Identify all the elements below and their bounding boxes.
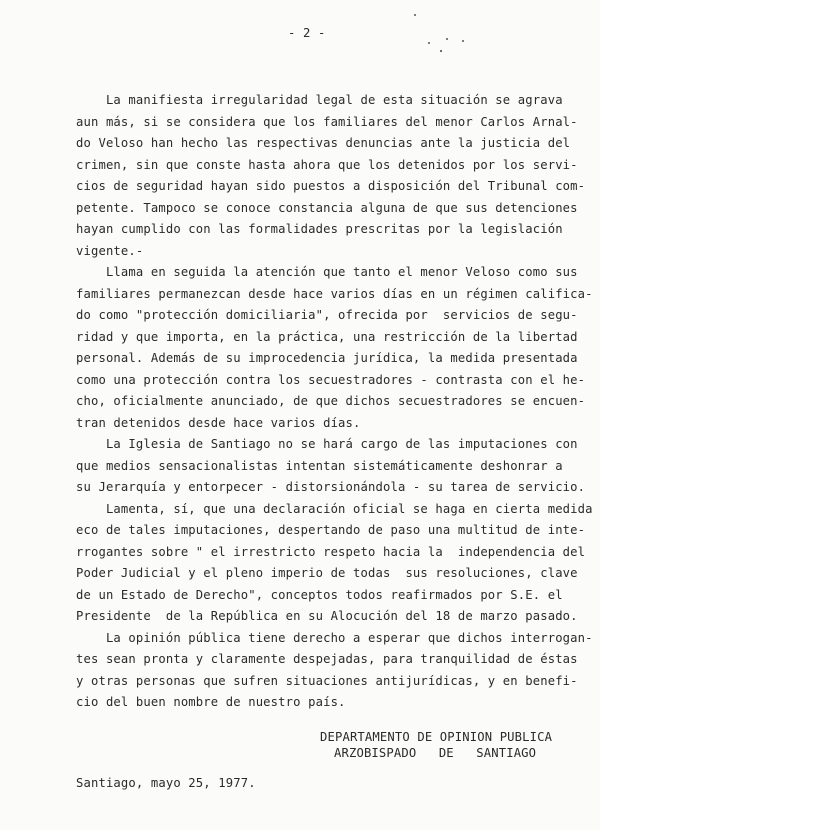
text-line: su Jerarquía y entorpecer - distorsionándola - su tarea de servicio. <box>76 480 586 494</box>
text-line: La Iglesia de Santiago no se hará cargo de las imputaciones con <box>76 437 578 451</box>
text-line: que medios sensacionalistas intentan sistemáticamente deshonrar a <box>76 458 563 473</box>
scan-speck <box>446 38 448 40</box>
text-line: personal. Además de su improcedencia jurídica, la medida presentada <box>76 351 578 365</box>
place-date: Santiago, mayo 25, 1977. <box>76 776 256 790</box>
text-line: y otras personas que sufren situaciones antijurídicas, y en benefi- <box>76 673 578 688</box>
text-line: aun más, si se considera que los familiares del menor Carlos Arnal- <box>76 114 578 129</box>
scan-speck <box>440 50 442 52</box>
text-line: eco de tales imputaciones, despertando de paso una multitud de inte- <box>76 523 586 537</box>
text-line: La opinión pública tiene derecho a esperar que dichos interrogan- <box>76 630 593 645</box>
text-line: tran detenidos desde hace varios días. <box>76 415 361 430</box>
text-line: como una protección contra los secuestradores - contrasta con el he- <box>76 372 586 387</box>
text-line: hayan cumplido con las formalidades prescritas por la legislación <box>76 222 563 236</box>
text-line: cios de seguridad hayan sido puestos a disposición del Tribunal com- <box>76 179 586 193</box>
text-line: cho, oficialmente anunciado, de que dichos secuestradores se encuen- <box>76 394 586 408</box>
text-line: Lamenta, sí, que una declaración oficial se haga en cierta medida <box>76 501 593 516</box>
text-line: tes sean pronta y claramente despejadas, para tranquilidad de éstas <box>76 652 578 666</box>
scan-speck <box>428 42 430 44</box>
text-line: ridad y que importa, en la práctica, una restricción de la libertad <box>76 329 578 344</box>
text-line: Poder Judicial y el pleno imperio de todas sus resoluciones, clave <box>76 566 578 580</box>
page-number: - 2 - <box>288 26 326 40</box>
text-line: cio del buen nombre de nuestro país. <box>76 695 346 709</box>
text-line: do como "protección domiciliaria", ofrecida por servicios de segu- <box>76 308 578 322</box>
signature-office: ARZOBISPADO DE SANTIAGO <box>334 746 537 760</box>
page-margin <box>600 0 821 830</box>
signature-department: DEPARTAMENTO DE OPINION PUBLICA <box>320 730 553 744</box>
text-line: rrogantes sobre " el irrestricto respeto hacia la independencia del <box>76 544 586 559</box>
text-line: familiares permanezcan desde hace varios días en un régimen califica- <box>76 286 593 301</box>
text-line: petente. Tampoco se conoce constancia alguna de que sus detenciones <box>76 200 578 215</box>
text-line: La manifiesta irregularidad legal de esta situación se agrava <box>76 93 563 107</box>
text-line: de un Estado de Derecho", conceptos todos reafirmados por S.E. el <box>76 587 563 602</box>
scan-speck <box>462 40 464 42</box>
text-line: Llama en seguida la atención que tanto el menor Veloso como sus <box>76 265 578 279</box>
text-line: Presidente de la República en su Alocución del 18 de marzo pasado. <box>76 609 578 623</box>
text-line: vigente.- <box>76 243 144 258</box>
text-line: crimen, sin que conste hasta ahora que los detenidos por los servi- <box>76 157 578 172</box>
scan-speck <box>414 14 416 16</box>
text-line: do Veloso han hecho las respectivas denuncias ante la justicia del <box>76 136 571 150</box>
